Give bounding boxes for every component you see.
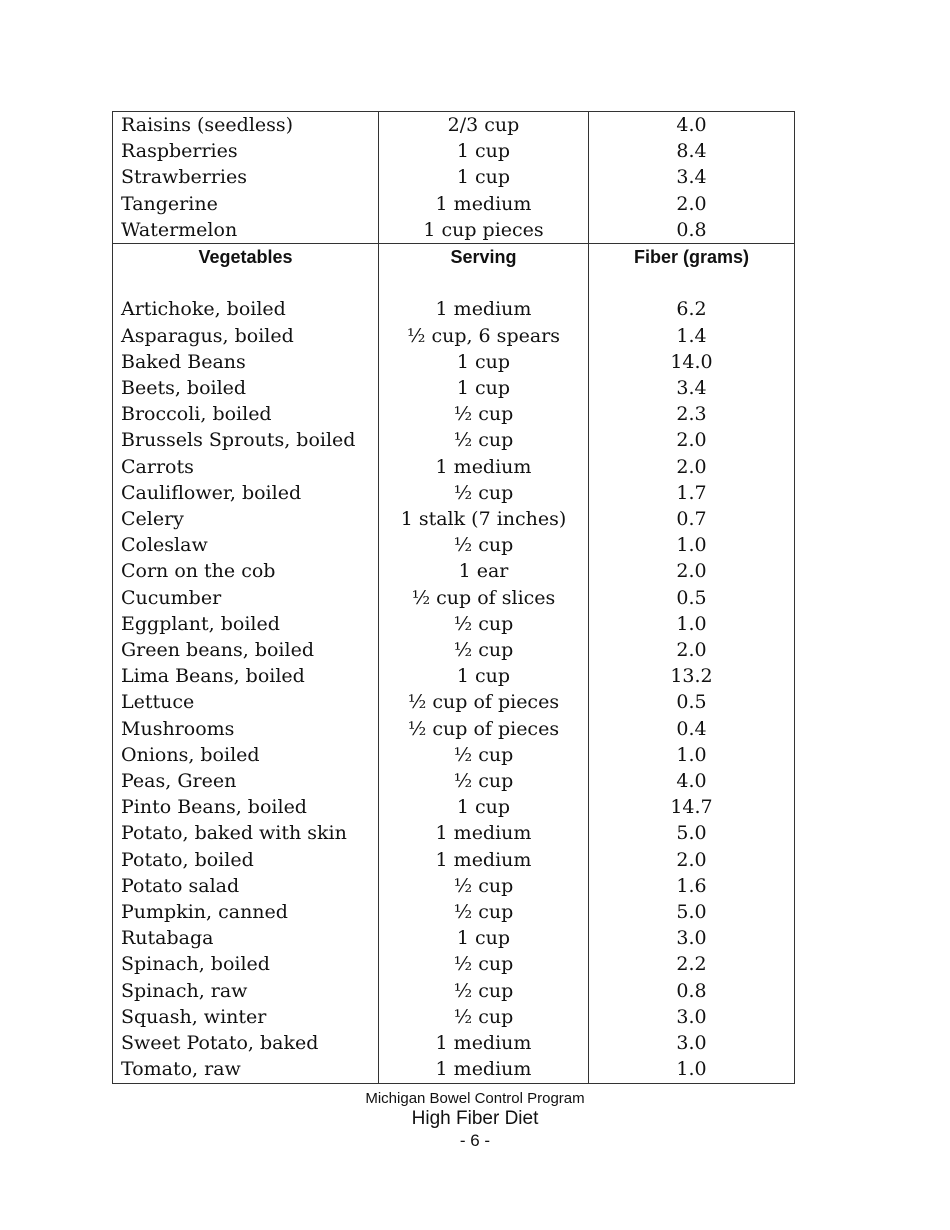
fiber-grams: 1.6 (589, 873, 795, 899)
table-row (113, 978, 795, 1004)
footer-page-number: - 6 - (459, 1131, 491, 1150)
table-row (113, 112, 795, 139)
serving-size: ½ cup (379, 611, 589, 637)
table-row (113, 1056, 795, 1083)
food-name: Eggplant, boiled (113, 611, 379, 637)
serving-size: ½ cup of pieces (379, 716, 589, 742)
fiber-grams: 2.0 (589, 847, 795, 873)
fiber-grams: 3.4 (589, 375, 795, 401)
fiber-grams: 0.7 (589, 506, 795, 532)
table-row (113, 454, 795, 480)
food-name: Beets, boiled (113, 375, 379, 401)
serving-size: 2/3 cup (379, 112, 589, 139)
food-name: Baked Beans (113, 349, 379, 375)
food-name: Spinach, boiled (113, 951, 379, 977)
serving-size: ½ cup (379, 742, 589, 768)
fiber-grams: 1.7 (589, 480, 795, 506)
serving-size: ½ cup of pieces (379, 689, 589, 715)
table-row (113, 663, 795, 689)
fiber-grams: 2.2 (589, 951, 795, 977)
food-name: Pumpkin, canned (113, 899, 379, 925)
food-name: Celery (113, 506, 379, 532)
serving-size: 1 medium (379, 191, 589, 217)
fiber-grams: 3.4 (589, 164, 795, 190)
table-row (113, 925, 795, 951)
footer-title: High Fiber Diet (411, 1108, 539, 1129)
serving-size: ½ cup (379, 532, 589, 558)
food-name: Cucumber (113, 585, 379, 611)
food-name: Carrots (113, 454, 379, 480)
table-row (113, 847, 795, 873)
table-row (113, 611, 795, 637)
fiber-grams: 3.0 (589, 1004, 795, 1030)
table-row (113, 323, 795, 349)
table-row (113, 716, 795, 742)
serving-size: 1 medium (379, 847, 589, 873)
table-row (113, 217, 795, 244)
fiber-grams: 3.0 (589, 925, 795, 951)
table-row (113, 794, 795, 820)
table-row (113, 349, 795, 375)
table-row (113, 164, 795, 190)
table-row (113, 558, 795, 584)
table-row (113, 296, 795, 322)
table-row (113, 951, 795, 977)
table-row (113, 532, 795, 558)
fiber-grams: 0.5 (589, 585, 795, 611)
serving-size: ½ cup (379, 951, 589, 977)
table-row (113, 820, 795, 846)
food-name: Broccoli, boiled (113, 401, 379, 427)
serving-size: 1 stalk (7 inches) (379, 506, 589, 532)
fiber-grams: 1.0 (589, 742, 795, 768)
serving-size: 1 cup pieces (379, 217, 589, 244)
food-name: Lima Beans, boiled (113, 663, 379, 689)
fiber-grams: 1.0 (589, 532, 795, 558)
serving-size: 1 medium (379, 296, 589, 322)
table-row (113, 768, 795, 794)
fiber-grams: 2.0 (589, 191, 795, 217)
food-name: Lettuce (113, 689, 379, 715)
table-row (113, 1004, 795, 1030)
food-name: Onions, boiled (113, 742, 379, 768)
header-spacer-row (113, 270, 795, 296)
fiber-grams: 6.2 (589, 296, 795, 322)
table-row (113, 138, 795, 164)
fiber-table (112, 111, 795, 1084)
fiber-grams: 1.0 (589, 1056, 795, 1083)
food-name: Mushrooms (113, 716, 379, 742)
serving-size: 1 cup (379, 663, 589, 689)
food-name: Cauliflower, boiled (113, 480, 379, 506)
fiber-grams: 14.0 (589, 349, 795, 375)
serving-size: 1 cup (379, 925, 589, 951)
serving-size: ½ cup (379, 768, 589, 794)
fiber-grams: 2.3 (589, 401, 795, 427)
fiber-grams: 0.8 (589, 217, 795, 244)
fiber-grams: 0.4 (589, 716, 795, 742)
food-name: Tangerine (113, 191, 379, 217)
fiber-grams: 8.4 (589, 138, 795, 164)
serving-size: 1 medium (379, 1030, 589, 1056)
serving-size: ½ cup (379, 978, 589, 1004)
serving-size: 1 medium (379, 820, 589, 846)
table-row (113, 899, 795, 925)
fiber-grams: 5.0 (589, 820, 795, 846)
serving-size: ½ cup of slices (379, 585, 589, 611)
fiber-grams: 5.0 (589, 899, 795, 925)
table-row (113, 742, 795, 768)
serving-size: ½ cup (379, 873, 589, 899)
fiber-grams: 2.0 (589, 454, 795, 480)
footer-program: Michigan Bowel Control Program (365, 1090, 585, 1107)
food-name: Brussels Sprouts, boiled (113, 427, 379, 453)
header-serving: Serving (379, 244, 589, 271)
table-row (113, 637, 795, 663)
table-row (113, 1030, 795, 1056)
fiber-grams: 1.0 (589, 611, 795, 637)
food-name: Asparagus, boiled (113, 323, 379, 349)
serving-size: ½ cup, 6 spears (379, 323, 589, 349)
fiber-grams: 0.8 (589, 978, 795, 1004)
food-name: Spinach, raw (113, 978, 379, 1004)
food-name: Coleslaw (113, 532, 379, 558)
food-name: Artichoke, boiled (113, 296, 379, 322)
vegetables-header-row (113, 244, 795, 271)
fiber-grams: 3.0 (589, 1030, 795, 1056)
serving-size: 1 cup (379, 164, 589, 190)
food-name: Pinto Beans, boiled (113, 794, 379, 820)
table-row (113, 585, 795, 611)
fiber-grams: 13.2 (589, 663, 795, 689)
food-name: Green beans, boiled (113, 637, 379, 663)
table-row (113, 506, 795, 532)
fiber-grams: 1.4 (589, 323, 795, 349)
serving-size: 1 cup (379, 375, 589, 401)
header-fiber: Fiber (grams) (589, 244, 795, 271)
fiber-grams: 0.5 (589, 689, 795, 715)
fiber-grams: 2.0 (589, 427, 795, 453)
serving-size: 1 cup (379, 794, 589, 820)
table-row (113, 191, 795, 217)
header-vegetables: Vegetables (113, 244, 379, 271)
fiber-grams: 4.0 (589, 112, 795, 139)
table-row (113, 480, 795, 506)
food-name: Raspberries (113, 138, 379, 164)
food-name: Potato, baked with skin (113, 820, 379, 846)
serving-size: 1 cup (379, 138, 589, 164)
table-row (113, 873, 795, 899)
table-row (113, 689, 795, 715)
food-name: Potato, boiled (113, 847, 379, 873)
food-name: Tomato, raw (113, 1056, 379, 1083)
serving-size: ½ cup (379, 401, 589, 427)
serving-size: ½ cup (379, 637, 589, 663)
fiber-grams: 4.0 (589, 768, 795, 794)
food-name: Squash, winter (113, 1004, 379, 1030)
table-row (113, 401, 795, 427)
serving-size: 1 cup (379, 349, 589, 375)
table-row (113, 427, 795, 453)
table-row (113, 375, 795, 401)
food-name: Corn on the cob (113, 558, 379, 584)
serving-size: 1 medium (379, 454, 589, 480)
fiber-grams: 2.0 (589, 558, 795, 584)
serving-size: ½ cup (379, 899, 589, 925)
food-name: Raisins (seedless) (113, 112, 379, 139)
serving-size: ½ cup (379, 427, 589, 453)
serving-size: ½ cup (379, 1004, 589, 1030)
food-name: Watermelon (113, 217, 379, 244)
food-name: Sweet Potato, baked (113, 1030, 379, 1056)
food-name: Rutabaga (113, 925, 379, 951)
vegetables-section (113, 244, 795, 1083)
serving-size: ½ cup (379, 480, 589, 506)
serving-size: 1 ear (379, 558, 589, 584)
food-name: Strawberries (113, 164, 379, 190)
fiber-grams: 14.7 (589, 794, 795, 820)
serving-size: 1 medium (379, 1056, 589, 1083)
fruit-section (113, 112, 795, 244)
fiber-grams: 2.0 (589, 637, 795, 663)
food-name: Peas, Green (113, 768, 379, 794)
food-name: Potato salad (113, 873, 379, 899)
